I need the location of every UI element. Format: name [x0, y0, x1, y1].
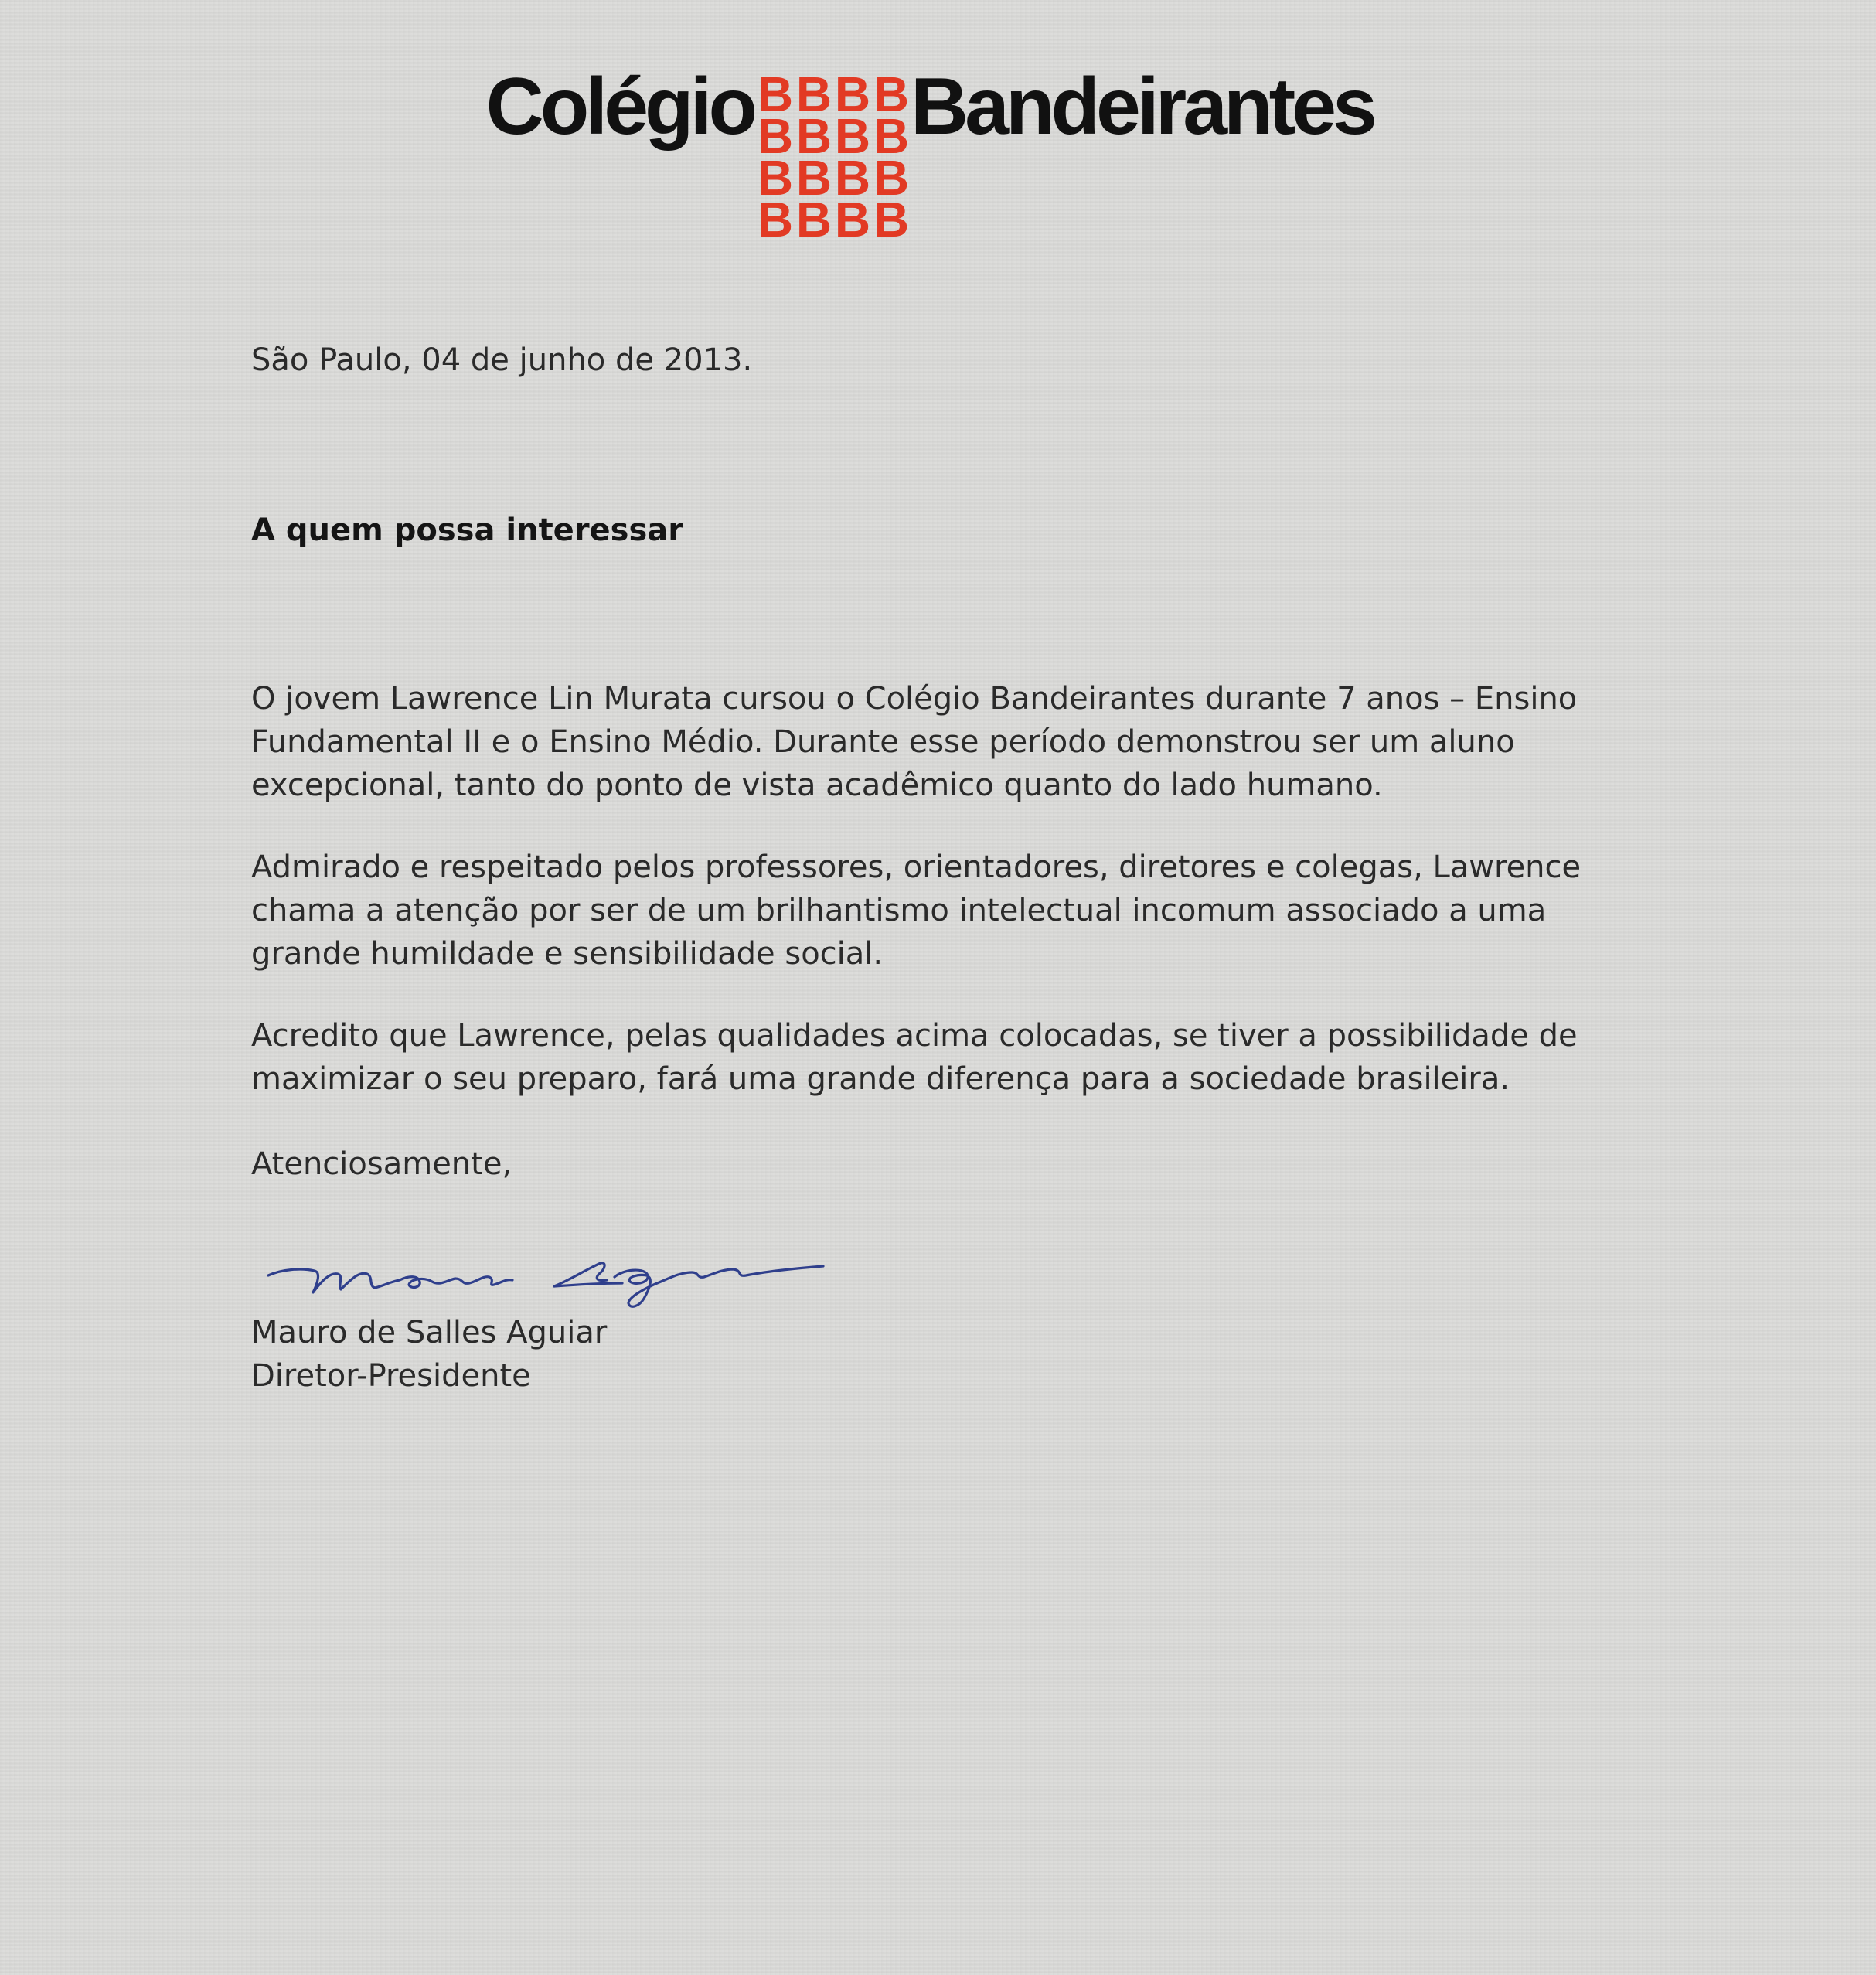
logo-letter: B [834, 108, 871, 164]
paragraph-line: Acredito que Lawrence, pelas qualidades acima colocadas, se tiver a possibilidade de [251, 1018, 1578, 1054]
logo-letter: B [834, 66, 871, 122]
letter-closing: Atenciosamente, [251, 1146, 512, 1182]
logo-letter: B [795, 150, 832, 206]
letter-paragraph [251, 677, 1581, 807]
paragraph-line: excepcional, tanto do ponto de vista acadêmico quanto do lado humano. [251, 768, 1383, 803]
paragraph-line: Fundamental II e o Ensino Médio. Durante esse período demonstrou ser um aluno [251, 724, 1515, 760]
letter-date: São Paulo, 04 de junho de 2013. [251, 342, 753, 378]
school-logo-mark [756, 66, 911, 247]
school-name-right: Bandeirantes [911, 62, 1374, 152]
letter-salutation: A quem possa interessar [251, 512, 684, 548]
logo-letter: B [873, 108, 910, 164]
school-name-left: Colégio [485, 62, 754, 152]
logo-letter: B [873, 150, 910, 206]
signer-name: Mauro de Salles Aguiar [251, 1315, 608, 1350]
logo-letter: B [795, 192, 832, 247]
paragraph-line: grande humildade e sensibilidade social. [251, 936, 884, 972]
letter-paragraph [251, 846, 1581, 976]
signer-title: Diretor-Presidente [251, 1358, 531, 1394]
logo-letter: B [757, 66, 794, 122]
logo-letter: B [834, 192, 871, 247]
logo-letter: B [834, 150, 871, 206]
paragraph-line: O jovem Lawrence Lin Murata cursou o Colégio Bandeirantes durante 7 anos – Ensino [251, 681, 1578, 717]
paragraph-line: maximizar o seu preparo, fará uma grande diferença para a sociedade brasileira. [251, 1061, 1510, 1097]
logo-letter: B [795, 108, 832, 164]
paragraph-line: Admirado e respeitado pelos professores, orientadores, diretores e colegas, Lawrence [251, 850, 1581, 885]
logo-letter: B [873, 192, 910, 247]
letter-paragraph [251, 1014, 1581, 1101]
letterhead [0, 0, 1876, 247]
logo-letter: B [795, 66, 832, 122]
logo-letter: B [757, 150, 794, 206]
logo-letter: B [757, 108, 794, 164]
logo-letter: B [757, 192, 794, 247]
logo-letter: B [873, 66, 910, 122]
handwritten-signature [267, 1252, 831, 1314]
paragraph-line: chama a atenção por ser de um brilhantismo intelectual incomum associado a uma [251, 893, 1547, 928]
